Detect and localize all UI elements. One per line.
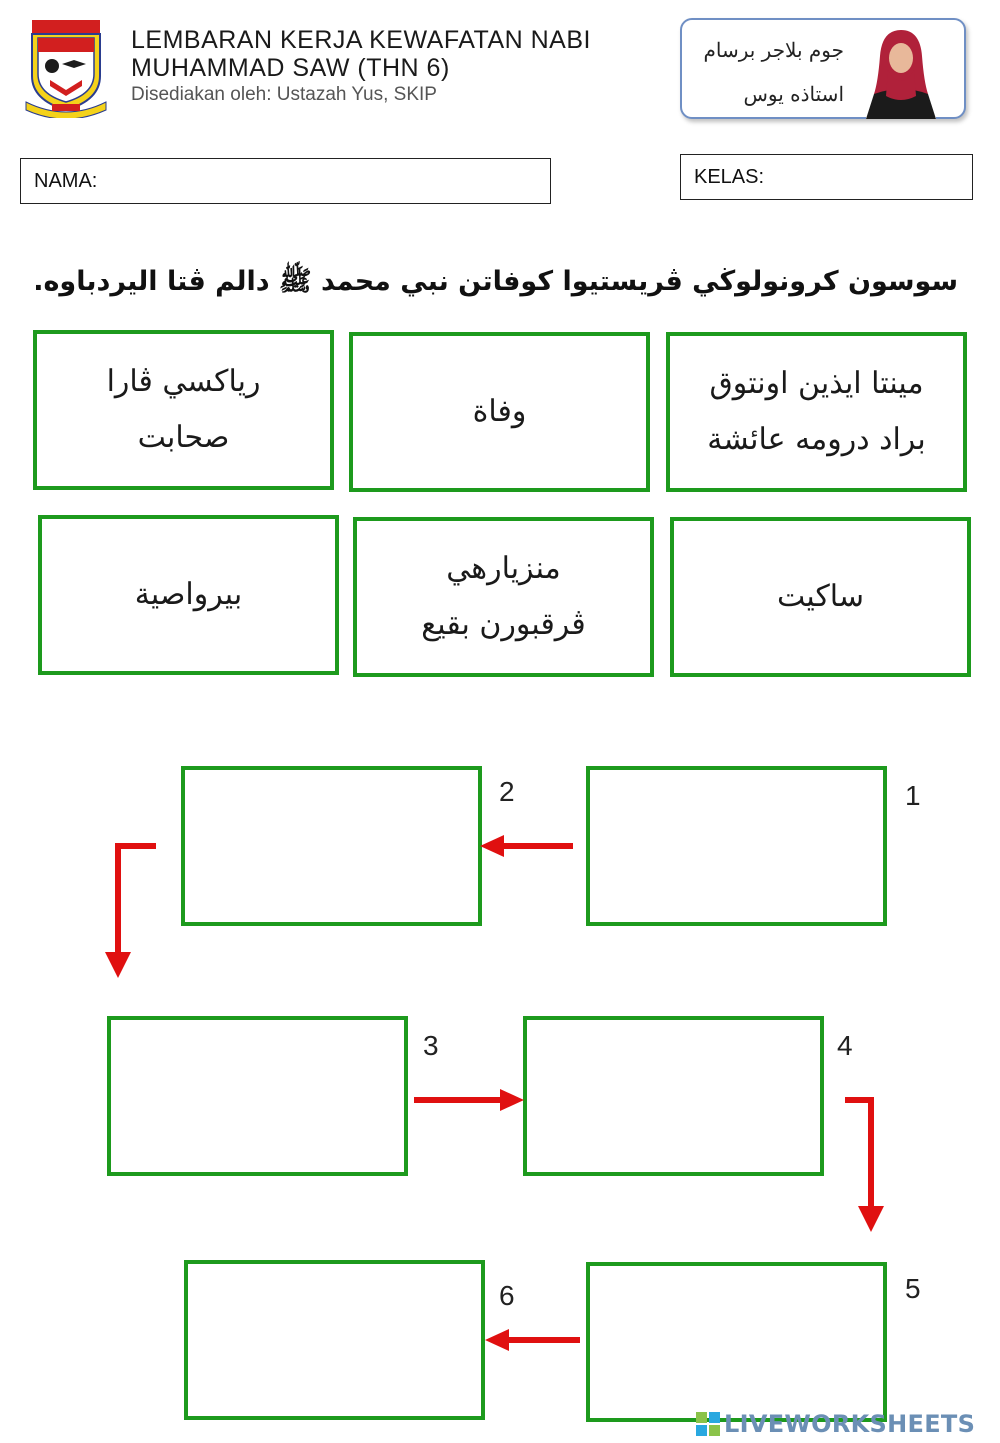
slot-number: 6 bbox=[499, 1280, 515, 1311]
option-card[interactable] bbox=[353, 517, 654, 677]
arrow-down-icon bbox=[845, 1097, 884, 1232]
worksheet-title-line2: MUHAMMAD SAW (THN 6) bbox=[131, 54, 450, 82]
instruction-text: سوسون كرونولوڬي ڤريستيوا كوفاتن نبي محمد ﷺ دالم ڤتا اليردباوه. bbox=[33, 266, 958, 297]
answer-slot-1[interactable] bbox=[586, 766, 887, 926]
answer-slot-4[interactable] bbox=[523, 1016, 824, 1176]
slot-number: 2 bbox=[499, 776, 515, 807]
worksheet-title-line1: LEMBARAN KERJA KEWAFATAN NABI bbox=[131, 26, 591, 54]
teacher-portrait-icon bbox=[866, 24, 936, 119]
answer-slot-6[interactable] bbox=[184, 1260, 485, 1420]
option-card[interactable] bbox=[33, 330, 334, 490]
slot-number: 5 bbox=[905, 1273, 921, 1304]
option-card[interactable] bbox=[666, 332, 967, 492]
teacher-name: استاذه يوس bbox=[743, 82, 844, 106]
answer-slot-3[interactable] bbox=[107, 1016, 408, 1176]
slot-number: 4 bbox=[837, 1030, 853, 1061]
liveworksheets-logo-icon bbox=[696, 1412, 720, 1436]
arrow-right-icon bbox=[414, 1089, 524, 1111]
option-text: ساكيت bbox=[776, 579, 865, 614]
option-text: مينتا ايذين اونتوق براد درومه عائشة bbox=[707, 366, 926, 457]
option-text: وفاة bbox=[472, 394, 527, 429]
arrow-left-icon bbox=[480, 835, 573, 857]
school-crest-icon bbox=[22, 18, 110, 118]
class-label: KELAS: bbox=[694, 166, 765, 188]
option-card[interactable] bbox=[670, 517, 971, 677]
option-card[interactable] bbox=[38, 515, 339, 675]
answer-slot-2[interactable] bbox=[181, 766, 482, 926]
name-label: NAMA: bbox=[34, 170, 98, 192]
brand-text: LIVEWORKSHEETS bbox=[724, 1410, 976, 1438]
arrow-down-icon bbox=[105, 843, 156, 978]
option-text: بيرواصية bbox=[134, 577, 243, 612]
name-field[interactable] bbox=[20, 158, 551, 204]
option-text: رياكسي ڤارا صحابت bbox=[106, 364, 261, 455]
class-field[interactable] bbox=[680, 154, 973, 200]
teacher-greeting: جوم بلاجر برسام bbox=[703, 38, 844, 62]
option-card[interactable] bbox=[349, 332, 650, 492]
liveworksheets-brand[interactable] bbox=[696, 1408, 996, 1440]
answer-slot-5[interactable] bbox=[586, 1262, 887, 1422]
slot-number: 1 bbox=[905, 780, 921, 811]
slot-number: 3 bbox=[423, 1030, 439, 1061]
arrow-left-icon bbox=[485, 1329, 580, 1351]
teacher-card bbox=[680, 18, 966, 119]
worksheet-author: Disediakan oleh: Ustazah Yus, SKIP bbox=[131, 84, 437, 105]
option-text: منزيارهي ڤرقبورن بقيع bbox=[421, 551, 586, 642]
